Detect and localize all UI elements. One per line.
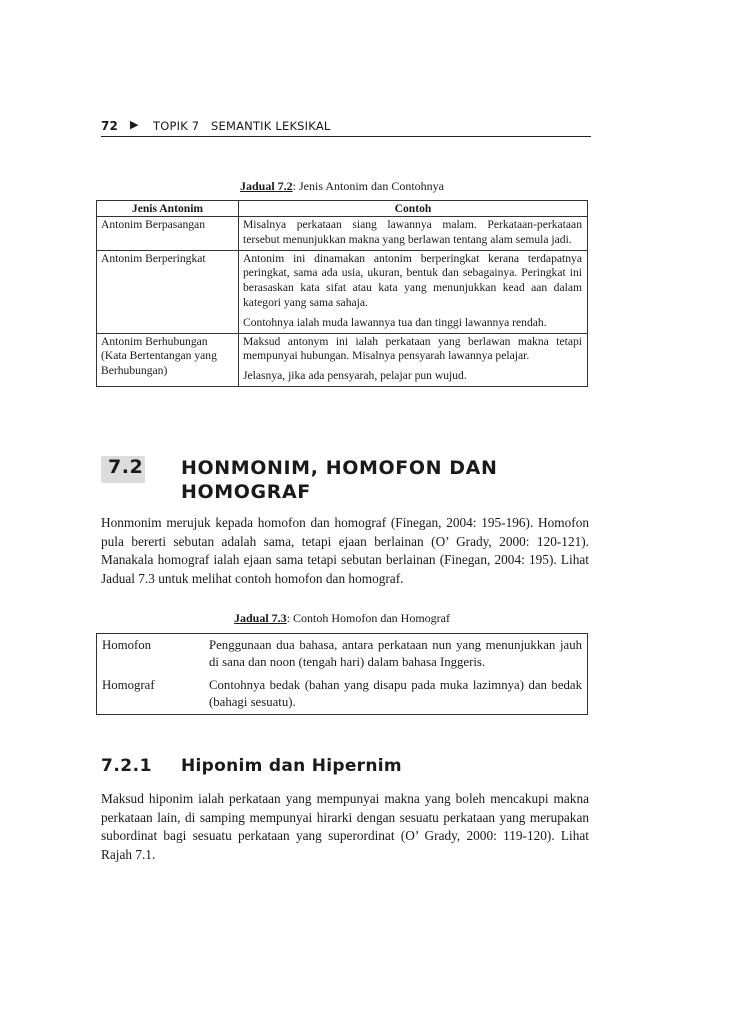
subsection-title: Hiponim dan Hipernim	[181, 756, 402, 776]
antonym-type: Antonim Berpasangan	[97, 217, 239, 251]
chapter-title: SEMANTIK LEKSIKAL	[211, 119, 331, 133]
table-7-3	[96, 633, 588, 715]
section-7-2-paragraph: Honmonim merujuk kepada homofon dan homograf (Finegan, 2004: 195-196). Homofon pula bererti sebutan adalah sama, tetapi ejaan berlainan (O’ Grady, 2000: 120-121). Manakala homograf ialah ejaan sama tetapi sebutan berlainan (Finegan, 2004: 195). Lihat Jadual 7.3 untuk melihat contoh homofon dan homograf.	[101, 515, 589, 586]
table-7-2	[96, 200, 588, 387]
topic-label: TOPIK 7	[153, 119, 200, 133]
table-row	[97, 333, 588, 386]
example-cell: Penggunaan dua bahasa, antara perkataan nun yang menunjukkan jauh di sana dan noon (tengah hari) dalam bahasa Inggeris.	[209, 638, 582, 669]
example-text: Contohnya ialah muda lawannya tua dan tinggi lawannya rendah.	[243, 315, 547, 329]
antonym-example	[239, 217, 588, 251]
antonym-example	[239, 250, 588, 333]
example-cell: Contohnya bedak (bahan yang disapu pada muka lazimnya) dan bedak (bahagi sesuatu).	[209, 678, 582, 709]
column-header-contoh: Contoh	[239, 201, 588, 217]
table-header-row	[97, 201, 588, 217]
section-number: 7.2	[108, 456, 144, 478]
antonym-type: Antonim Berhubungan (Kata Bertentangan yang Berhubungan)	[97, 333, 239, 386]
example-text: Jelasnya, jika ada pensyarah, pelajar pun wujud.	[243, 369, 467, 383]
table-7-2-caption-text: : Jenis Antonim dan Contohnya	[292, 179, 445, 193]
term-cell: Homograf	[102, 678, 155, 692]
table-row	[97, 634, 588, 675]
table-row	[97, 217, 588, 251]
table-7-3-caption	[96, 611, 588, 626]
page-number: 72	[101, 119, 119, 133]
example-text: Maksud antonym ini ialah perkataan yang berlawan makna tetapi mempunyai hubungan. Misalnya pensyarah lawannya pelajar.	[243, 334, 582, 363]
table-7-2-caption	[96, 179, 588, 194]
table-row	[97, 250, 588, 333]
table-7-2-label: Jadual 7.2	[239, 179, 293, 193]
antonym-example	[239, 333, 588, 386]
subsection-number: 7.2.1	[101, 756, 152, 776]
term-cell: Homofon	[102, 638, 152, 652]
table-7-3-caption-text: : Contoh Homofon dan Homograf	[286, 611, 450, 625]
section-7-2-1-paragraph: Maksud hiponim ialah perkataan yang mempunyai makna yang boleh mencakupi makna perkataan lain, di samping mempunyai hirarki dengan sesuatu perkataan yang merupakan subordinat bagi sesuatu perkataan yang superordinat (O’ Grady, 2000: 119-120). Lihat Rajah 7.1.	[101, 791, 589, 862]
table-row	[97, 674, 588, 715]
table-7-3-label: Jadual 7.3	[234, 611, 287, 625]
section-title: HONMONIM, HOMOFON DAN HOMOGRAF	[181, 457, 498, 503]
example-text: Antonim ini dinamakan antonim berperingkat kerana terdapatnya peringkat, sama ada usia, ukuran, bentuk dan sebagainya. Peringkat ini berasaskan kata sifat atau kata yang menunjukkan kead aan dalam kategori yang sama sahaja.	[243, 251, 582, 309]
column-header-jenis: Jenis Antonim	[97, 201, 239, 217]
example-text: Misalnya perkataan siang lawannya malam. Perkataan-perkataan tersebut menunjukkan makna yang berlawan tentang alam semula jadi.	[243, 218, 582, 246]
antonym-type: Antonim Berperingkat	[97, 250, 239, 333]
arrow-icon: ▶	[130, 118, 139, 131]
running-header	[101, 118, 591, 137]
